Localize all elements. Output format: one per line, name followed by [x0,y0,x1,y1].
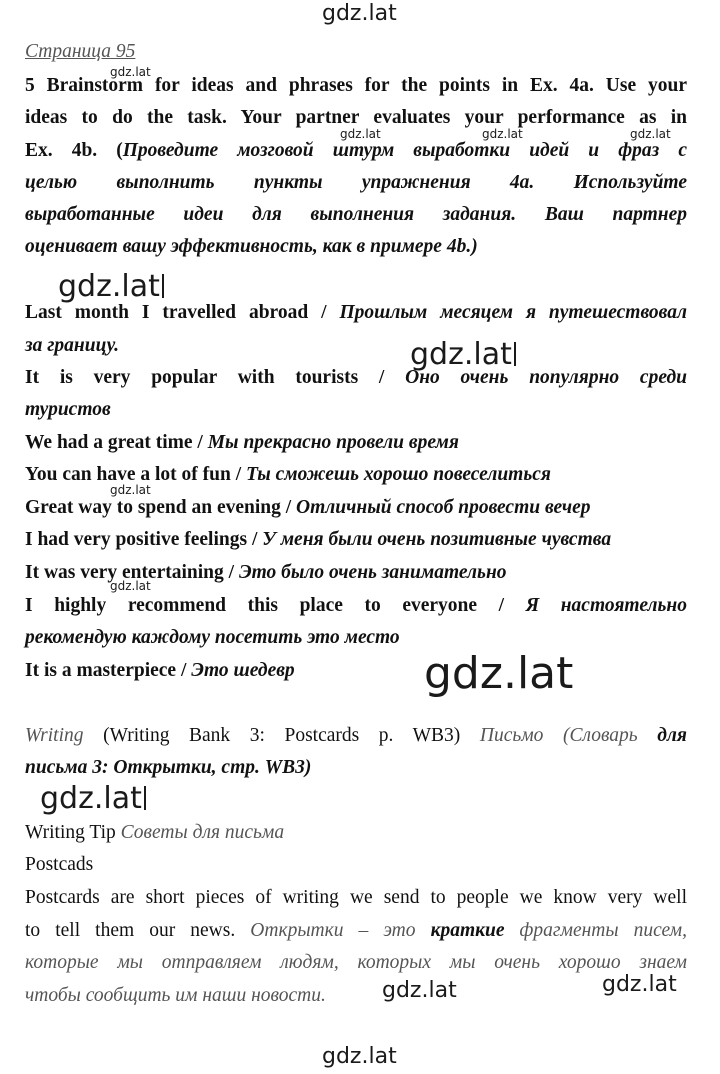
phrase-en: It was very entertaining / [25,562,239,583]
watermark-small: gdz.lat [110,65,151,79]
body-line: чтобы сообщить им наши новости. [25,985,326,1006]
phrase-item [25,659,687,683]
watermark-small: gdz.lat [482,127,523,141]
exercise-translation-line: оценивает вашу эффективность, как в примере 4b.) [25,236,478,257]
exercise-translation: Проведите мозговой штурм выработки идей и фраз с [122,140,687,161]
page-label: Страница 95 [25,41,136,62]
phrase-ru-continued: рекомендую каждому посетить это место [25,627,400,648]
phrase-ru: Прошлым месяцем я путешествовал [339,302,687,323]
body-ru: Открытки – это [250,920,431,941]
watermark-top: gdz.lat [322,1,397,26]
watermark-large [58,269,164,304]
body-ru-bold: краткие [430,920,505,941]
writing-tip [25,821,687,845]
phrase-ru: Отличный способ провести вечер [296,497,591,518]
watermark-small: gdz.lat [340,127,381,141]
writing-heading-continued: письма 3: Открытки, стр. WB3) [25,757,312,778]
phrase-ru-continued: за границу. [25,335,119,356]
phrase-en: I highly recommend this place to everyone / [25,595,526,616]
writing-ref: (Writing Bank 3: Postcards p. WB3) [83,725,480,746]
body-line [25,919,687,943]
watermark-footer: gdz.lat [322,1044,397,1069]
watermark-text: gdz.lat [410,337,512,372]
watermark-small: gdz.lat [110,483,151,497]
cursor-mark [162,274,164,298]
phrase-item [25,561,687,585]
body-ru: фрагменты писем, [504,920,688,941]
exercise-translation-line: выработанные идеи для выполнения задания. Ваш партнер [25,204,687,225]
phrase-item [25,528,687,552]
phrase-item [25,496,687,520]
phrase-ru: Ты сможешь хорошо повеселиться [246,464,551,485]
exercise-line: ideas to do the task. Your partner evaluates your performance as in [25,107,687,128]
phrase-en: I had very positive feelings / [25,529,263,550]
cursor-mark [144,786,146,810]
phrase-ru-continued: туристов [25,399,111,420]
phrase-ru: Мы прекрасно провели время [207,432,459,453]
phrase-en: Last month I travelled abroad / [25,302,340,323]
exercise-line: 5 Brainstorm for ideas and phrases for the points in Ex. 4a. Use your [25,75,687,96]
writing-label: Writing [25,725,84,746]
body-en: to tell them our news. [25,920,251,941]
phrase-item [25,301,687,325]
watermark-text: gdz.lat [40,781,142,816]
phrase-en: You can have a lot of fun / [25,464,247,485]
phrase-item [25,594,687,618]
phrase-ru: Оно очень популярно среди [405,367,688,388]
watermark-huge: gdz.lat [424,648,574,699]
exercise-translation-line: целью выполнить пункты упражнения 4a. Используйте [25,172,687,193]
phrase-en: We had a great time / [25,432,208,453]
phrase-ru: Это было очень занимательно [238,562,507,583]
writing-heading [25,724,687,748]
phrase-en: It is a masterpiece / [25,660,192,681]
writing-ru: Письмо (Словарь [479,725,658,746]
watermark-bottom-left: gdz.lat [382,978,457,1003]
phrase-item [25,431,687,455]
writing-ru-bold: для [657,725,687,746]
phrase-ru: Я настоятельно [525,595,687,616]
phrase-en: Great way to spend an evening / [25,497,297,518]
phrase-ru: У меня были очень позитивные чувства [262,529,612,550]
watermark-small: gdz.lat [110,579,151,593]
body-line: Postcards are short pieces of writing we send to people we know very well [25,887,687,908]
exercise-ref: Ex. 4b. ( [25,140,123,161]
phrase-item [25,366,687,390]
watermark-bottom-right: gdz.lat [602,972,677,997]
postcads-title: Postcads [25,854,94,875]
phrase-en: It is very popular with tourists / [25,367,406,388]
watermark-text: gdz.lat [58,269,160,304]
body-line: которые мы отправляем людям, которых мы очень хорошо знаем [25,952,687,973]
phrase-ru: Это шедевр [191,660,295,681]
watermark-small: gdz.lat [630,127,671,141]
writing-tip-ru: Советы для письма [120,822,285,843]
watermark-large [40,781,146,816]
writing-tip-en: Writing Tip [25,822,121,843]
exercise-line [25,139,687,163]
phrase-item [25,463,687,487]
